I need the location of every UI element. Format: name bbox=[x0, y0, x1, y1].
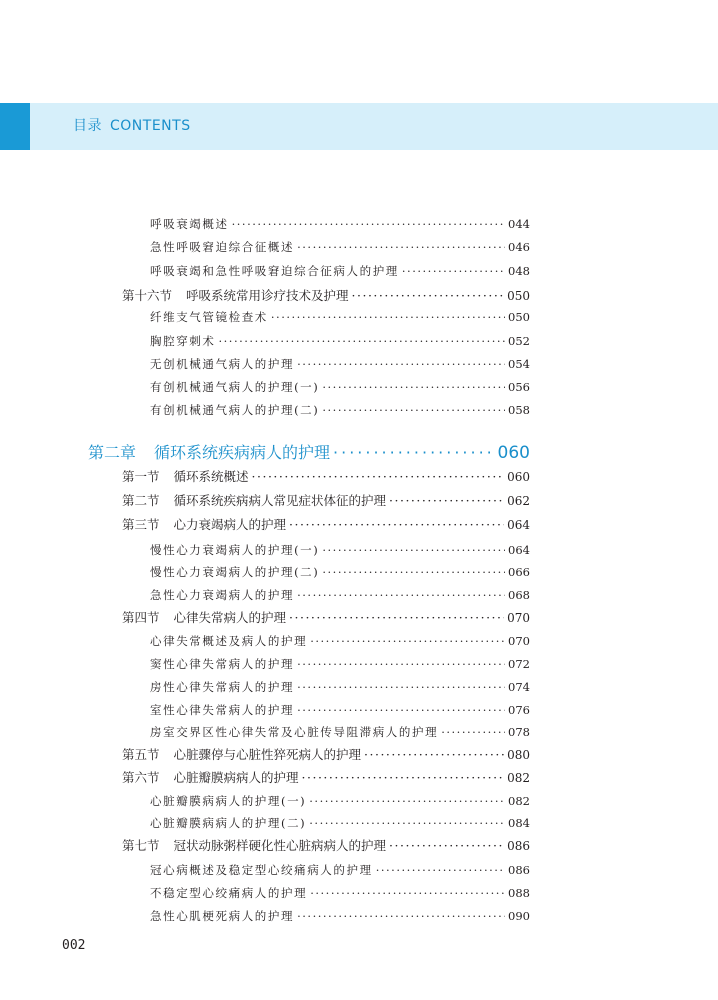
toc-leader-dots bbox=[322, 399, 505, 421]
toc-subentry[interactable] bbox=[150, 790, 530, 812]
toc-subentry[interactable] bbox=[150, 330, 530, 352]
toc-entry-page: 070 bbox=[508, 634, 530, 648]
toc-entry-page: 052 bbox=[508, 334, 530, 348]
toc-section[interactable] bbox=[122, 490, 530, 512]
toc-entry-title: 循环系统疾病病人常见症状体征的护理 bbox=[173, 493, 387, 508]
toc-subentry[interactable] bbox=[150, 905, 530, 927]
toc-section[interactable] bbox=[122, 514, 530, 536]
toc-entry-page: 060 bbox=[507, 470, 530, 484]
toc-leader-dots bbox=[297, 584, 505, 606]
toc-entry-page: 086 bbox=[508, 863, 530, 877]
toc-entry-page: 062 bbox=[507, 494, 530, 508]
toc-leader-dots bbox=[297, 676, 505, 698]
toc-entry-title: 慢性心力衰竭病人的护理(一) bbox=[150, 543, 320, 557]
toc-entry-page: 084 bbox=[508, 816, 530, 830]
toc-entry-page: 046 bbox=[508, 240, 530, 254]
toc-leader-dots bbox=[297, 699, 505, 721]
toc-leader-dots bbox=[310, 882, 505, 904]
toc-section[interactable] bbox=[122, 835, 530, 857]
toc-leader-dots bbox=[352, 285, 505, 307]
toc-entry-page: 050 bbox=[508, 310, 530, 324]
toc-entry-page: 064 bbox=[508, 543, 530, 557]
toc-subentry[interactable] bbox=[150, 236, 530, 258]
toc-entry-page: 068 bbox=[508, 588, 530, 602]
toc-section[interactable] bbox=[122, 466, 530, 488]
toc-entry-title: 不稳定型心绞痛病人的护理 bbox=[150, 886, 308, 900]
toc-entry-title: 无创机械通气病人的护理 bbox=[150, 357, 295, 371]
toc-leader-dots bbox=[322, 376, 505, 398]
toc-entry-title: 窦性心律失常病人的护理 bbox=[150, 657, 295, 671]
toc-entry-page: 072 bbox=[508, 657, 530, 671]
toc-entry-page: 048 bbox=[508, 264, 530, 278]
toc-subentry[interactable] bbox=[150, 721, 530, 743]
toc-leader-dots bbox=[297, 353, 505, 375]
toc-subentry[interactable] bbox=[150, 399, 530, 421]
toc-entry-title: 心脏瓣膜病病人的护理(二) bbox=[150, 816, 307, 830]
toc-entry-page: 074 bbox=[508, 680, 530, 694]
toc-leader-dots bbox=[232, 213, 505, 235]
toc-subentry[interactable] bbox=[150, 353, 530, 375]
toc-entry-number: 第一节 bbox=[122, 469, 160, 484]
toc-leader-dots bbox=[376, 859, 505, 881]
toc-entry-title: 慢性心力衰竭病人的护理(二) bbox=[150, 565, 320, 579]
toc-entry-page: 060 bbox=[497, 443, 530, 463]
toc-entry-title: 循环系统疾病病人的护理 bbox=[154, 443, 331, 462]
toc-leader-dots bbox=[219, 330, 506, 352]
toc-entry-number: 第五节 bbox=[122, 747, 160, 762]
toc-entry-title: 胸腔穿刺术 bbox=[150, 334, 216, 348]
toc-entry-title: 房室交界区性心律失常及心脏传导阻滞病人的护理 bbox=[150, 725, 439, 739]
toc-chapter[interactable] bbox=[88, 439, 530, 467]
toc-entry-number: 第二章 bbox=[88, 443, 137, 462]
toc-leader-dots bbox=[297, 653, 505, 675]
toc-entry-page: 076 bbox=[508, 703, 530, 717]
toc-entry-page: 056 bbox=[508, 380, 530, 394]
toc-entry-page: 086 bbox=[507, 839, 530, 853]
toc-entry-title: 纤维支气管镜检查术 bbox=[150, 310, 268, 324]
toc-subentry[interactable] bbox=[150, 376, 530, 398]
toc-entry-title: 冠状动脉粥样硬化性心脏病病人的护理 bbox=[173, 838, 387, 853]
toc-subentry[interactable] bbox=[150, 260, 530, 282]
toc-leader-dots bbox=[297, 236, 505, 258]
toc-entry-number: 第十六节 bbox=[122, 288, 173, 303]
toc-entry-number: 第六节 bbox=[122, 770, 160, 785]
toc-entry-title: 心脏瓣膜病病人的护理 bbox=[173, 770, 299, 785]
toc-entry-title: 心力衰竭病人的护理 bbox=[173, 517, 287, 532]
toc-leader-dots bbox=[389, 490, 504, 512]
toc-entry-page: 070 bbox=[507, 611, 530, 625]
toc-entry-number: 第四节 bbox=[122, 610, 160, 625]
toc-entry-page: 088 bbox=[508, 886, 530, 900]
toc-subentry[interactable] bbox=[150, 584, 530, 606]
toc-section[interactable] bbox=[122, 744, 530, 766]
toc-subentry[interactable] bbox=[150, 539, 530, 561]
toc-entry-title: 循环系统概述 bbox=[173, 469, 249, 484]
toc-entry-title: 心脏骤停与心脏性猝死病人的护理 bbox=[173, 747, 362, 762]
toc-leader-dots bbox=[252, 466, 505, 488]
toc-entry-title: 房性心律失常病人的护理 bbox=[150, 680, 295, 694]
toc-leader-dots bbox=[402, 260, 505, 282]
toc-entry-title: 急性心肌梗死病人的护理 bbox=[150, 909, 295, 923]
toc-leader-dots bbox=[310, 630, 505, 652]
toc-entry-page: 044 bbox=[508, 217, 530, 231]
toc-entry-number: 第七节 bbox=[122, 838, 160, 853]
toc-entry-page: 090 bbox=[508, 909, 530, 923]
toc-leader-dots bbox=[309, 812, 505, 834]
toc-section[interactable] bbox=[122, 767, 530, 789]
toc-leader-dots bbox=[297, 905, 505, 927]
toc-subentry[interactable] bbox=[150, 561, 530, 583]
toc-entry-title: 有创机械通气病人的护理(一) bbox=[150, 380, 320, 394]
page-number: 002 bbox=[62, 938, 86, 953]
toc-leader-dots bbox=[333, 439, 495, 467]
toc-entry-page: 054 bbox=[508, 357, 530, 371]
toc-subentry[interactable] bbox=[150, 812, 530, 834]
toc-leader-dots bbox=[322, 539, 505, 561]
toc-entry-page: 064 bbox=[507, 518, 530, 532]
contents-title-en: CONTENTS bbox=[110, 118, 191, 134]
toc-subentry[interactable] bbox=[150, 676, 530, 698]
toc-leader-dots bbox=[389, 835, 504, 857]
toc-leader-dots bbox=[364, 744, 504, 766]
contents-title-cn: 目录 bbox=[73, 118, 102, 134]
toc-entry-page: 050 bbox=[507, 289, 530, 303]
toc-entry-page: 082 bbox=[507, 771, 530, 785]
toc-entry-title: 有创机械通气病人的护理(二) bbox=[150, 403, 320, 417]
toc-subentry[interactable] bbox=[150, 213, 530, 235]
toc-entry-number: 第三节 bbox=[122, 517, 160, 532]
toc-entry-title: 心脏瓣膜病病人的护理(一) bbox=[150, 794, 307, 808]
toc-leader-dots bbox=[322, 561, 505, 583]
toc-entry-page: 080 bbox=[507, 748, 530, 762]
toc-entry-title: 冠心病概述及稳定型心绞痛病人的护理 bbox=[150, 863, 373, 877]
toc-leader-dots bbox=[309, 790, 505, 812]
toc-section[interactable] bbox=[122, 607, 530, 629]
toc-entry-title: 急性呼吸窘迫综合征概述 bbox=[150, 240, 295, 254]
toc-entry-title: 呼吸衰竭概述 bbox=[150, 217, 229, 231]
toc-entry-number: 第二节 bbox=[122, 493, 160, 508]
toc-entry-title: 呼吸衰竭和急性呼吸窘迫综合征病人的护理 bbox=[150, 264, 399, 278]
toc-leader-dots bbox=[441, 721, 505, 743]
toc-entry-title: 心律失常概述及病人的护理 bbox=[150, 634, 308, 648]
toc-entry-title: 心律失常病人的护理 bbox=[173, 610, 287, 625]
toc-subentry[interactable] bbox=[150, 859, 530, 881]
toc-leader-dots bbox=[302, 767, 505, 789]
toc-leader-dots bbox=[271, 306, 505, 328]
toc-section[interactable] bbox=[122, 285, 530, 307]
toc-entry-page: 082 bbox=[508, 794, 530, 808]
toc-entry-title: 室性心律失常病人的护理 bbox=[150, 703, 295, 717]
toc-entry-page: 078 bbox=[508, 725, 530, 739]
toc-subentry[interactable] bbox=[150, 306, 530, 328]
toc-entry-page: 058 bbox=[508, 403, 530, 417]
toc-subentry[interactable] bbox=[150, 699, 530, 721]
toc-subentry[interactable] bbox=[150, 630, 530, 652]
toc-leader-dots bbox=[289, 607, 504, 629]
toc-entry-page: 066 bbox=[508, 565, 530, 579]
toc-subentry[interactable] bbox=[150, 882, 530, 904]
toc-leader-dots bbox=[289, 514, 504, 536]
toc-subentry[interactable] bbox=[150, 653, 530, 675]
toc-entry-title: 急性心力衰竭病人的护理 bbox=[150, 588, 295, 602]
toc-entry-title: 呼吸系统常用诊疗技术及护理 bbox=[186, 288, 349, 303]
